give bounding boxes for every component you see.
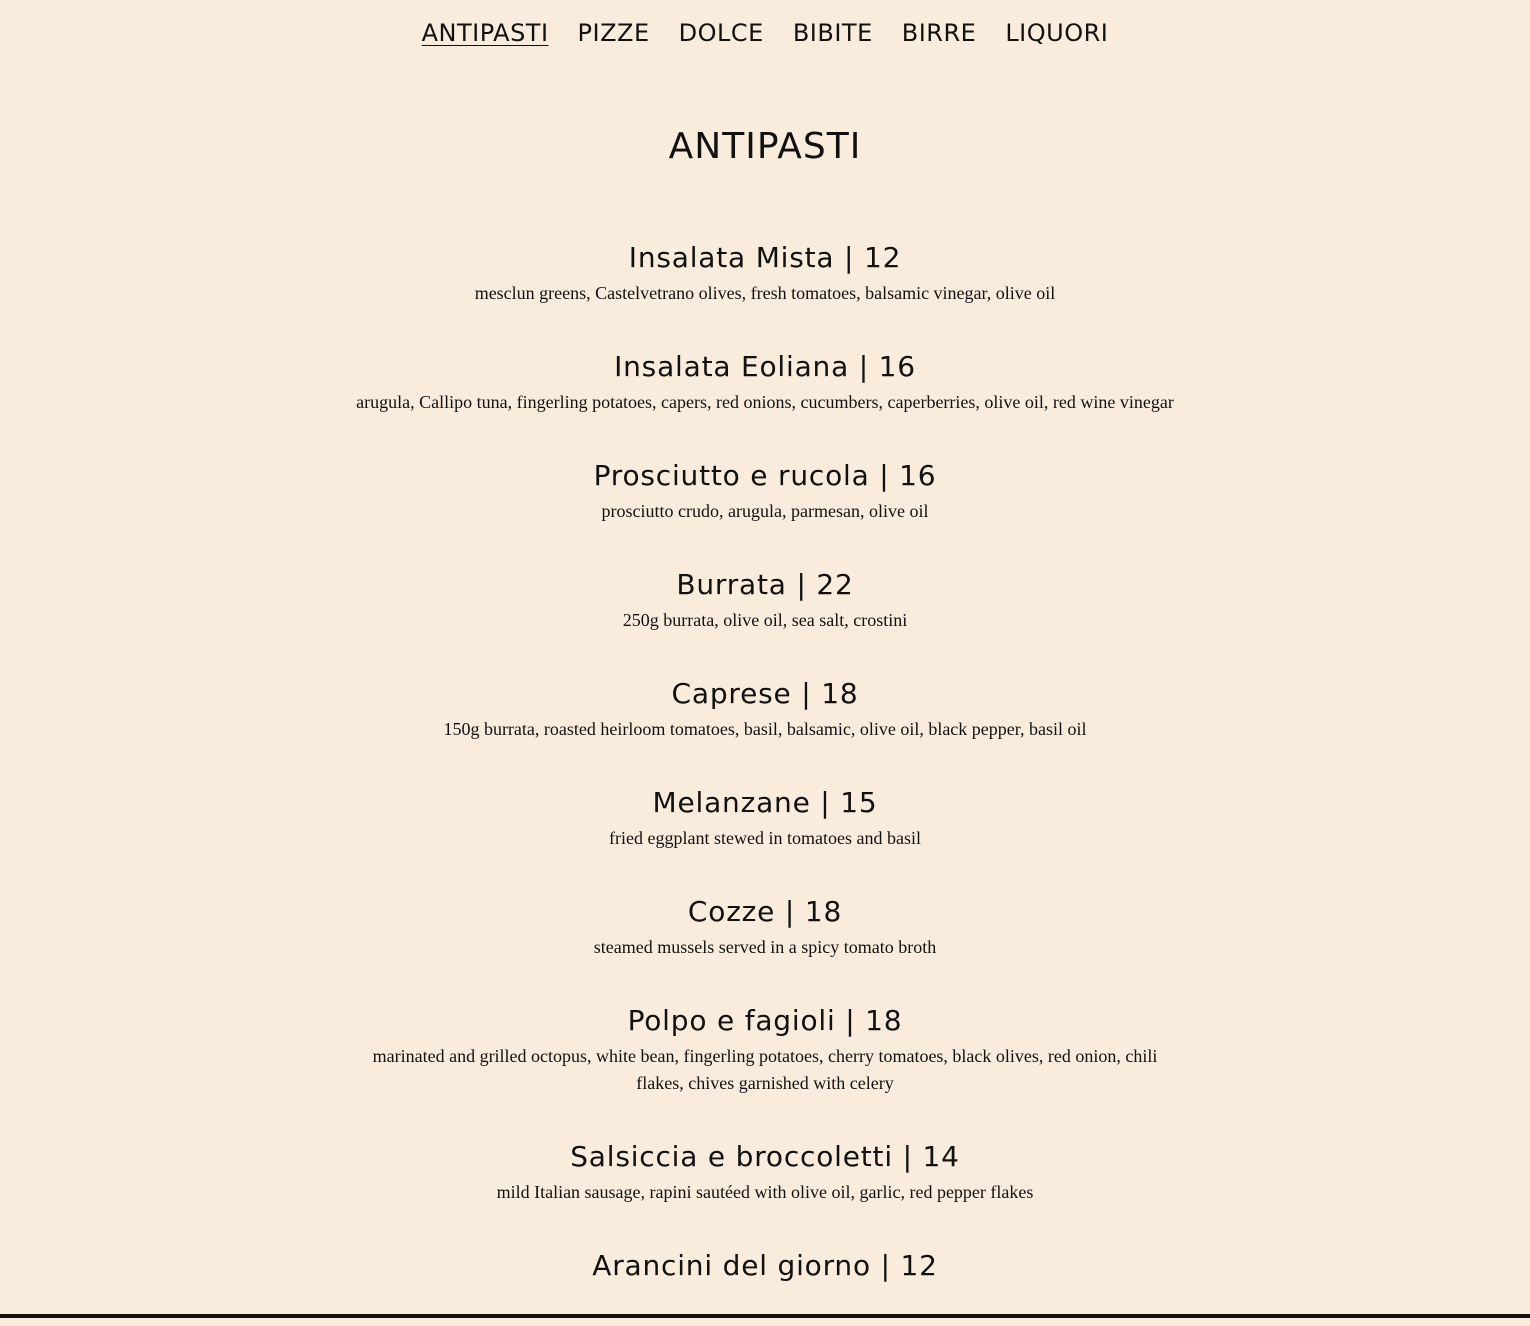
- section-title: ANTIPASTI: [668, 126, 862, 167]
- menu-item-description: arugula, Callipo tuna, fingerling potatoes, capers, red onions, cucumbers, caperberries, olive oil, red wine vinegar: [356, 392, 1174, 412]
- menu-item: [0, 1244, 1530, 1288]
- menu-item-title: Insalata Eoliana | 16: [614, 350, 916, 383]
- menu-item-description: prosciutto crudo, arugula, parmesan, olive oil: [601, 501, 929, 521]
- nav-link-dolce[interactable]: DOLCE: [678, 19, 764, 47]
- menu-item-title: Prosciutto e rucola | 16: [593, 459, 937, 492]
- nav-link-liquori[interactable]: LIQUORI: [1005, 19, 1109, 47]
- menu-item: [0, 563, 1530, 634]
- menu-item: [0, 999, 1530, 1097]
- menu-item-title: Polpo e fagioli | 18: [627, 1004, 903, 1037]
- nav-link-antipasti[interactable]: ANTIPASTI: [421, 19, 549, 47]
- menu-item-title: Melanzane | 15: [652, 786, 878, 819]
- menu-item-description: fried eggplant stewed in tomatoes and basil: [609, 828, 921, 848]
- nav-link-pizze[interactable]: PIZZE: [577, 19, 650, 47]
- menu-item: [0, 890, 1530, 961]
- menu-item: [0, 672, 1530, 743]
- nav-link-birre[interactable]: BIRRE: [901, 19, 977, 47]
- menu-item-description: mild Italian sausage, rapini sautéed with olive oil, garlic, red pepper flakes: [496, 1182, 1034, 1202]
- menu-item: [0, 236, 1530, 307]
- menu-item-title: Arancini del giorno | 12: [592, 1249, 938, 1282]
- menu-item-description: 250g burrata, olive oil, sea salt, crostini: [622, 610, 908, 630]
- menu-item-title: Burrata | 22: [676, 568, 854, 601]
- menu-item: [0, 454, 1530, 525]
- menu-item-title: Insalata Mista | 12: [628, 241, 902, 274]
- menu-item-description: marinated and grilled octopus, white bean, fingerling potatoes, cherry tomatoes, black olives, red onion, chili flakes, chives garnished with celery: [372, 1046, 1158, 1093]
- menu-item: [0, 1135, 1530, 1206]
- menu-item-title: Cozze | 18: [687, 895, 843, 928]
- menu-item: [0, 345, 1530, 416]
- menu-item: [0, 781, 1530, 852]
- menu-item-title: Caprese | 18: [671, 677, 859, 710]
- category-nav: [0, 15, 1530, 51]
- nav-link-bibite[interactable]: BIBITE: [792, 19, 873, 47]
- menu-item-description: steamed mussels served in a spicy tomato broth: [593, 937, 937, 957]
- bottom-divider: [0, 1314, 1530, 1318]
- menu-item-description: mesclun greens, Castelvetrano olives, fresh tomatoes, balsamic vinegar, olive oil: [474, 283, 1056, 303]
- menu-item-description: 150g burrata, roasted heirloom tomatoes, basil, balsamic, olive oil, black pepper, basil oil: [443, 719, 1087, 739]
- menu-item-title: Salsiccia e broccoletti | 14: [570, 1140, 960, 1173]
- menu-list: [0, 236, 1530, 1326]
